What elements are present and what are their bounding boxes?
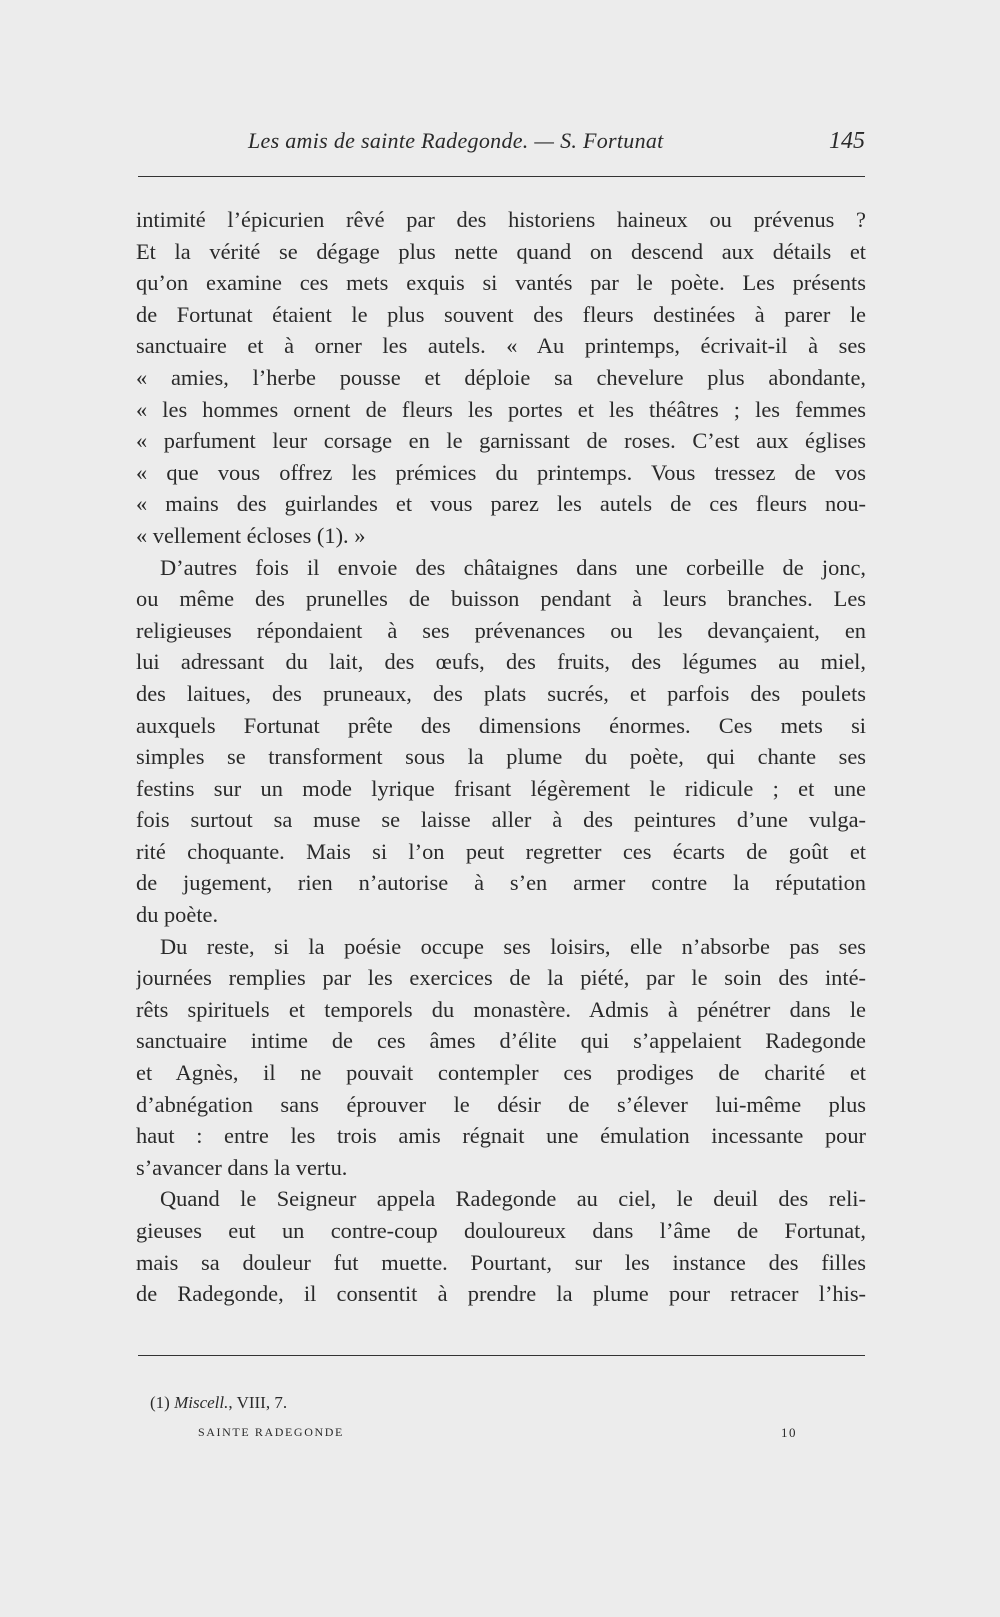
text-line: Et la vérité se dégage plus nette quand on descend aux détails et (136, 238, 866, 264)
footnote-rule (138, 1355, 865, 1356)
text-line: mais sa douleur fut muette. Pourtant, sur les instance des filles (136, 1249, 866, 1275)
running-head: Les amis de sainte Radegonde. — S. Fortunat (248, 128, 664, 153)
text-line: festins sur un mode lyrique frisant légèrement le ridicule ; et une (136, 775, 866, 801)
text-line: journées remplies par les exercices de la piété, par le soin des inté- (136, 965, 866, 991)
text-line: rité choquante. Mais si l’on peut regretter ces écarts de goût et (136, 838, 866, 864)
footnote-marker: (1) (150, 1393, 170, 1412)
text-line: lui adressant du lait, des œufs, des fruits, des légumes au miel, (136, 649, 866, 675)
text-line: sanctuaire et à orner les autels. « Au printemps, écrivait-il à ses (136, 333, 866, 359)
text-line: « les hommes ornent de fleurs les portes et les théâtres ; les femmes (136, 396, 866, 422)
text-line: rêts spirituels et temporels du monastère. Admis à pénétrer dans le (136, 996, 866, 1022)
footnote (150, 1393, 287, 1413)
sheet-number: 10 (781, 1425, 797, 1440)
paragraph (136, 1183, 866, 1309)
text-line: Du reste, si la poésie occupe ses loisirs, elle n’absorbe pas ses (160, 933, 866, 959)
text-line: gieuses eut un contre-coup douloureux dans l’âme de Fortunat, (136, 1218, 866, 1243)
text-line: « mains des guirlandes et vous parez les autels de ces fleurs nou- (136, 491, 866, 517)
text-line: qu’on examine ces mets exquis si vantés par le poète. Les présents (136, 270, 866, 296)
paragraph (136, 931, 866, 1184)
text-line: s’avancer dans la vertu. (136, 1154, 348, 1180)
text-line: « vellement écloses (1). » (136, 522, 366, 548)
text-line: fois surtout sa muse se laisse aller à des peintures d’une vulga- (136, 807, 866, 833)
text-line: simples se transforment sous la plume du poète, qui chante ses (136, 744, 866, 770)
page-number: 145 (829, 128, 865, 154)
text-line: de Fortunat étaient le plus souvent des fleurs destinées à parer le (136, 301, 866, 327)
text-line: intimité l’épicurien rêvé par des historiens haineux ou prévenus ? (136, 207, 866, 232)
body-text (136, 204, 866, 1310)
text-line: haut : entre les trois amis régnait une émulation incessante pour (136, 1123, 866, 1149)
paragraph (136, 204, 866, 552)
paragraph (136, 552, 866, 931)
text-line: Quand le Seigneur appela Radegonde au ciel, le deuil des reli- (160, 1186, 866, 1212)
text-line: sanctuaire intime de ces âmes d’élite qui s’appelaient Radegonde (136, 1028, 866, 1054)
text-line: « amies, l’herbe pousse et déploie sa chevelure plus abondante, (136, 364, 866, 390)
text-line: « que vous offrez les prémices du printemps. Vous tressez de vos (136, 459, 866, 485)
text-line: D’autres fois il envoie des châtaignes dans une corbeille de jonc, (160, 554, 866, 580)
signature-label: SAINTE RADEGONDE (198, 1425, 344, 1439)
page-header (138, 128, 865, 164)
footnote-reference-detail: , VIII, 7. (228, 1393, 288, 1412)
text-line: du poète. (136, 902, 219, 928)
text-line: auxquels Fortunat prête des dimensions énormes. Ces mets si (136, 712, 866, 738)
text-line: des laitues, des pruneaux, des plats sucrés, et parfois des poulets (136, 680, 866, 706)
header-rule (138, 176, 865, 177)
text-line: et Agnès, il ne pouvait contempler ces prodiges de charité et (136, 1060, 866, 1086)
text-line: « parfument leur corsage en le garnissant de roses. C’est aux églises (136, 428, 866, 454)
text-line: de Radegonde, il consentit à prendre la plume pour retracer l’his- (136, 1281, 866, 1307)
text-line: ou même des prunelles de buisson pendant à leurs branches. Les (136, 586, 866, 612)
text-line: religieuses répondaient à ses prévenances ou les devançaient, en (136, 617, 866, 643)
text-line: de jugement, rien n’autorise à s’en armer contre la réputation (136, 870, 866, 896)
footnote-reference-title: Miscell. (174, 1393, 229, 1412)
text-line: d’abnégation sans éprouver le désir de s’élever lui-même plus (136, 1091, 866, 1117)
